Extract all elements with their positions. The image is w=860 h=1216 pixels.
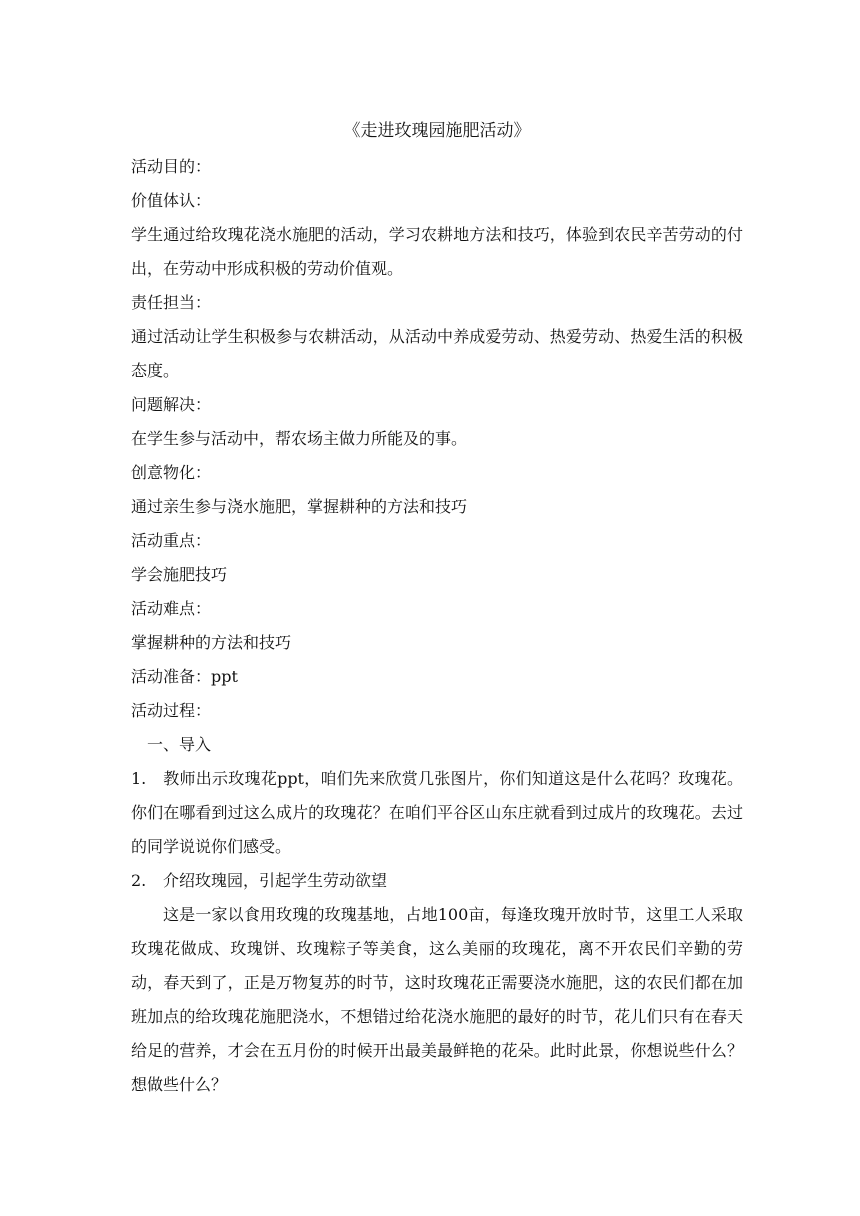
list-item-2 — [131, 864, 743, 898]
creative-text: 通过亲生参与浇水施肥，掌握耕种的方法和技巧 — [131, 497, 468, 516]
problem-heading: 问题解决： — [131, 395, 212, 414]
list-item-1 — [131, 762, 743, 864]
list-item-1-text: 教师出示玫瑰花ppt，咱们先来欣赏几张图片，你们知道这是什么花吗？玫瑰花。你们在哪看到过这么成片的玫瑰花？在咱们平谷区山东庄就看到过成片的玫瑰花。去过的同学说说你们感受。 — [131, 769, 743, 856]
difficulty-heading: 活动难点： — [131, 599, 212, 618]
key-point-text: 学会施肥技巧 — [131, 565, 228, 584]
goal-heading: 活动目的： — [131, 157, 212, 176]
document-body — [131, 112, 743, 1102]
section-intro-heading: 一、导入 — [147, 735, 212, 754]
responsibility-text: 通过活动让学生积极参与农耕活动，从活动中养成爱劳动、热爱劳动、热爱生活的积极态度。 — [131, 327, 743, 380]
difficulty-text: 掌握耕种的方法和技巧 — [131, 633, 292, 652]
preparation-line: 活动准备：ppt — [131, 667, 238, 686]
body-paragraph: 这是一家以食用玫瑰的玫瑰基地，占地100亩，每逢玫瑰开放时节，这里工人采取玫瑰花做成、玫瑰饼、玫瑰粽子等美食，这么美丽的玫瑰花，离不开农民们辛勤的劳动，春天到了，正是万物复苏的时节，这时玫瑰花正需要浇水施肥，这的农民们都在加班加点的给玫瑰花施肥浇水，不想错过给花浇水施肥的最好的时节，花儿们只有在春天给足的营养，才会在五月份的时候开出最美最鲜艳的花朵。此时此景，你想说些什么？想做些什么？ — [131, 905, 743, 1094]
list-item-2-text: 介绍玫瑰园，引起学生劳动欲望 — [163, 871, 388, 890]
creative-heading: 创意物化： — [131, 463, 212, 482]
list-item-2-number: 2. — [131, 871, 147, 890]
document-title: 《走进玫瑰园施肥活动》 — [343, 121, 531, 141]
responsibility-heading: 责任担当： — [131, 293, 212, 312]
problem-text: 在学生参与活动中，帮农场主做力所能及的事。 — [131, 429, 468, 448]
value-text: 学生通过给玫瑰花浇水施肥的活动，学习农耕地方法和技巧，体验到农民辛苦劳动的付出，在劳动中形成积极的劳动价值观。 — [131, 225, 743, 278]
value-heading: 价值体认： — [131, 191, 212, 210]
process-heading: 活动过程： — [131, 701, 212, 720]
list-item-1-number: 1. — [131, 769, 147, 788]
key-point-heading: 活动重点： — [131, 531, 212, 550]
